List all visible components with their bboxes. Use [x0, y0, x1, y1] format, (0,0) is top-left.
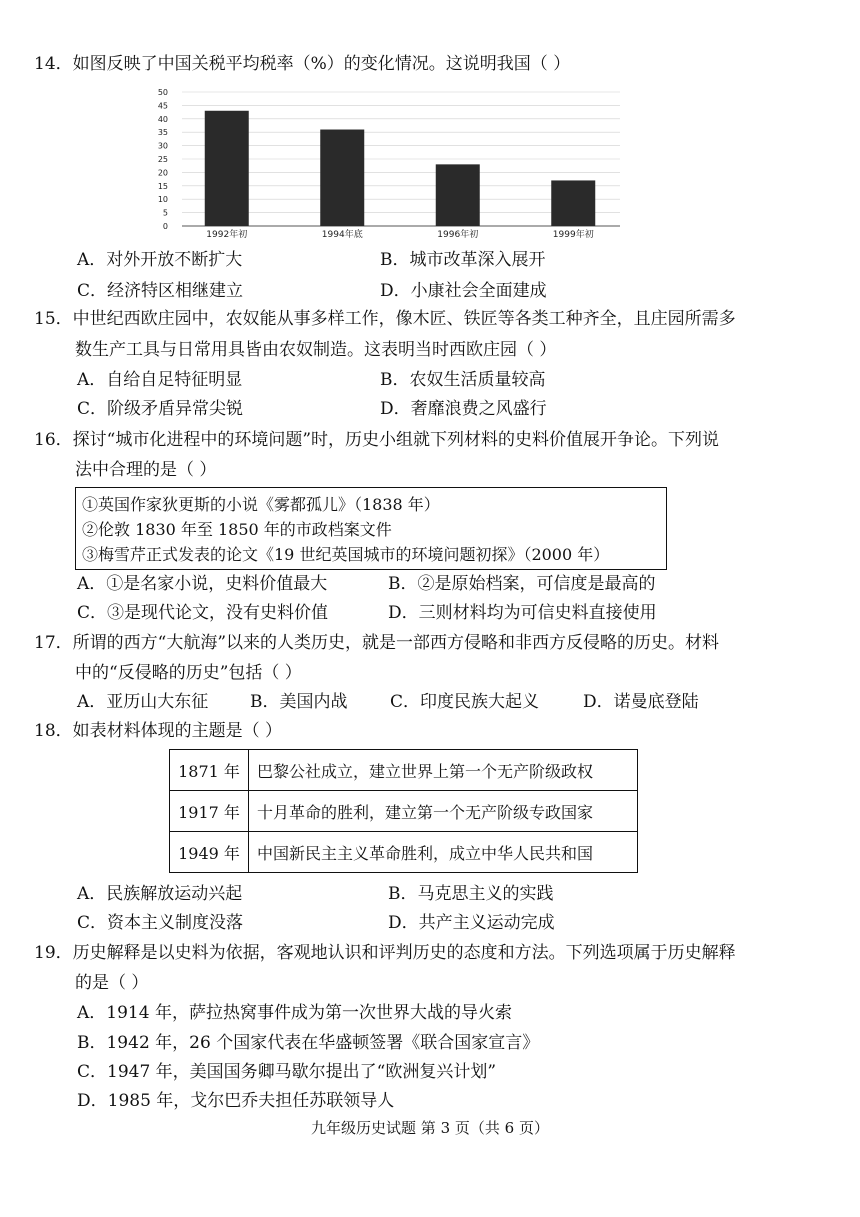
q19-stem-line2: 的是（ ） [75, 973, 149, 993]
q16-stem-line1: 16．探讨“城市化进程中的环境问题”时，历史小组就下列材料的史料价值展开争论。下列说 [34, 430, 720, 450]
x-tick-label: 1999年初 [552, 230, 594, 240]
q19-option-a[interactable]: A．1914 年，萨拉热窝事件成为第一次世界大战的导火索 [77, 1003, 512, 1023]
x-tick-label: 1992年初 [206, 230, 248, 240]
q17-option-d[interactable]: D．诺曼底登陆 [583, 692, 699, 712]
q15-option-a[interactable]: A．自给自足特征明显 [77, 370, 243, 390]
bars [205, 111, 596, 226]
q18-option-c[interactable]: C．资本主义制度没落 [77, 913, 244, 933]
y-tick-label: 15 [157, 181, 168, 191]
y-tick-label: 35 [157, 128, 168, 138]
table-cell-event: 巴黎公社成立，建立世界上第一个无产阶级政权 [249, 750, 638, 791]
q15-option-b[interactable]: B．农奴生活质量较高 [380, 370, 546, 390]
table-cell-year: 1949 年 [170, 832, 249, 873]
q18-stem: 18．如表材料体现的主题是（ ） [34, 721, 283, 741]
q19-stem-line1: 19．历史解释是以史料为依据，客观地认识和评判历史的态度和方法。下列选项属于历史解释 [34, 943, 736, 963]
q15-option-c[interactable]: C．阶级矛盾异常尖锐 [77, 399, 244, 419]
tariff-bar-chart [150, 86, 630, 241]
q17-stem-line2: 中的“反侵略的历史”包括（ ） [75, 663, 302, 683]
q16-material-box [75, 487, 667, 570]
q19-option-c[interactable]: C．1947 年，美国国务卿马歇尔提出了“欧洲复兴计划” [77, 1062, 497, 1082]
q18-option-a[interactable]: A．民族解放运动兴起 [77, 884, 243, 904]
q17-option-b[interactable]: B．美国内战 [250, 692, 348, 712]
q19-option-b[interactable]: B．1942 年，26 个国家代表在华盛顿签署《联合国家宣言》 [77, 1033, 540, 1053]
bar [205, 111, 249, 226]
bar [551, 180, 595, 226]
y-tick-labels [158, 88, 168, 231]
y-tick-label: 20 [157, 168, 168, 178]
q17-stem-line1: 17．所谓的西方“大航海”以来的人类历史，就是一部西方侵略和非西方反侵略的历史。材料 [34, 633, 720, 653]
q19-option-d[interactable]: D．1985 年，戈尔巴乔夫担任苏联领导人 [77, 1091, 395, 1111]
q15-option-d[interactable]: D．奢靡浪费之风盛行 [380, 399, 547, 419]
q17-option-a[interactable]: A．亚历山大东征 [77, 692, 209, 712]
q14-option-d[interactable]: D．小康社会全面建成 [380, 281, 547, 301]
table-row [170, 832, 638, 873]
q16-option-d[interactable]: D．三则材料均为可信史料直接使用 [388, 603, 657, 623]
table-cell-year: 1871 年 [170, 750, 249, 791]
y-tick-label: 10 [157, 195, 168, 205]
y-tick-label: 45 [157, 101, 168, 111]
table-row [170, 750, 638, 791]
q15-stem-line2: 数生产工具与日常用具皆由农奴制造。这表明当时西欧庄园（ ） [75, 340, 557, 360]
q16-stem-line2: 法中合理的是（ ） [75, 460, 217, 480]
q17-option-c[interactable]: C．印度民族大起义 [390, 692, 540, 712]
q18-option-d[interactable]: D．共产主义运动完成 [388, 913, 555, 933]
x-tick-label: 1994年底 [321, 230, 363, 240]
q16-material-3: ③梅雪芹正式发表的论文《19 世纪英国城市的环境问题初探》（2000 年） [82, 545, 610, 564]
bar [436, 164, 480, 226]
y-tick-label: 30 [157, 141, 168, 151]
table-cell-event: 十月革命的胜利，建立第一个无产阶级专政国家 [249, 791, 638, 832]
q18-option-b[interactable]: B．马克思主义的实践 [388, 884, 554, 904]
q16-material-1: ①英国作家狄更斯的小说《雾都孤儿》（1838 年） [82, 495, 440, 514]
q14-option-a[interactable]: A．对外开放不断扩大 [77, 250, 243, 270]
table-row [170, 791, 638, 832]
y-tick-label: 25 [157, 155, 168, 164]
q16-material-2: ②伦敦 1830 年至 1850 年的市政档案文件 [82, 520, 392, 539]
q16-option-a[interactable]: A．①是名家小说，史料价值最大 [77, 574, 328, 594]
q14-stem: 14．如图反映了中国关税平均税率（%）的变化情况。这说明我国（ ） [34, 54, 571, 74]
bar [320, 130, 364, 226]
q16-option-c[interactable]: C．③是现代论文，没有史料价值 [77, 603, 329, 623]
table-cell-year: 1917 年 [170, 791, 249, 832]
y-tick-label: 0 [162, 222, 168, 231]
y-tick-label: 40 [157, 114, 168, 124]
y-tick-label: 5 [162, 208, 168, 218]
q16-option-b[interactable]: B．②是原始档案，可信度是最高的 [388, 574, 656, 594]
x-tick-labels [206, 228, 593, 240]
page-footer: 九年级历史试题 第 3 页（共 6 页） [311, 1119, 549, 1137]
q14-option-b[interactable]: B．城市改革深入展开 [380, 250, 546, 270]
y-tick-label: 50 [157, 88, 168, 97]
q15-stem-line1: 15．中世纪西欧庄园中，农奴能从事多样工作，像木匠、铁匠等各类工种齐全，且庄园所需多 [34, 309, 736, 329]
q18-table [169, 749, 638, 873]
q14-option-c[interactable]: C．经济特区相继建立 [77, 281, 244, 301]
table-cell-event: 中国新民主主义革命胜利，成立中华人民共和国 [249, 832, 638, 873]
x-tick-label: 1996年初 [437, 230, 479, 240]
